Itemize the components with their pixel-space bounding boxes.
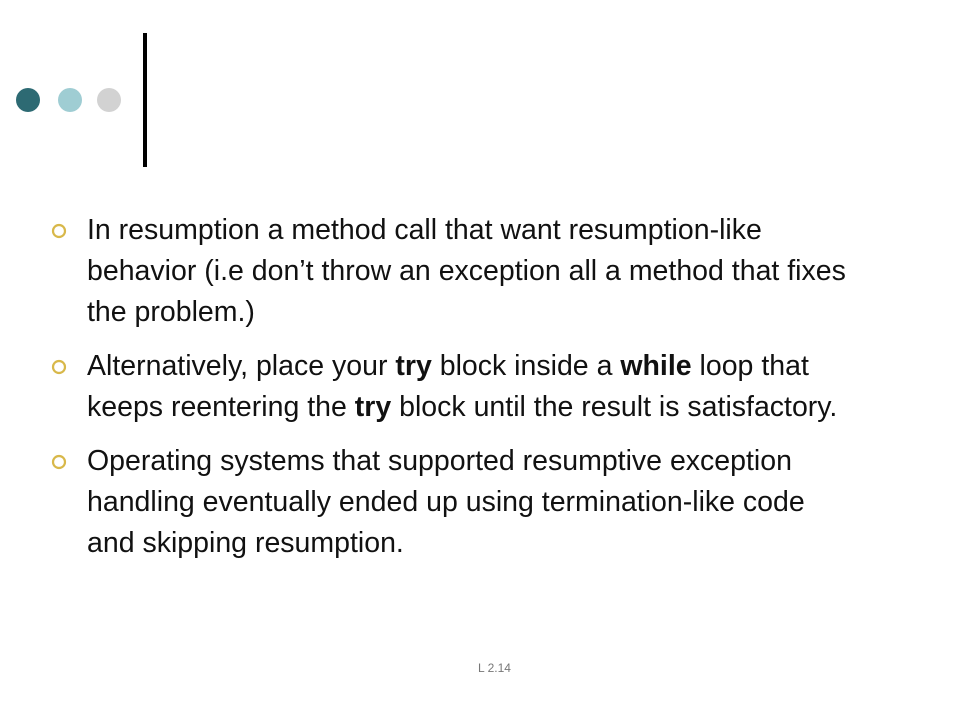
ring-bullet-icon	[50, 222, 68, 240]
bullet-item	[50, 210, 850, 333]
bullet-list	[50, 210, 850, 577]
slide-number: L 2.14	[478, 661, 511, 675]
keyword-try: try	[354, 391, 392, 423]
bullet-item	[50, 346, 850, 428]
ring-bullet-icon	[50, 358, 68, 376]
bullet-item	[50, 441, 850, 564]
ring-bullet-icon	[50, 453, 68, 471]
decor-vertical-bar	[143, 33, 147, 167]
decor-dot-dark	[16, 88, 40, 112]
bullet-text: In resumption a method call that want resumption-like behavior (i.e don’t throw an exception all a method that fixes the problem.)	[87, 214, 846, 328]
keyword-while: while	[620, 350, 692, 382]
decor-dot-light	[58, 88, 82, 112]
keyword-try: try	[395, 350, 432, 382]
bullet-text: Operating systems that supported resumptive exception handling eventually ended up using termination-like code and skipping resumption.	[87, 445, 805, 559]
decor-dot-gray	[97, 88, 121, 112]
bullet-text: Alternatively, place your try block inside a while loop that keeps reentering the try block until the result is satisfactory.	[87, 350, 838, 423]
